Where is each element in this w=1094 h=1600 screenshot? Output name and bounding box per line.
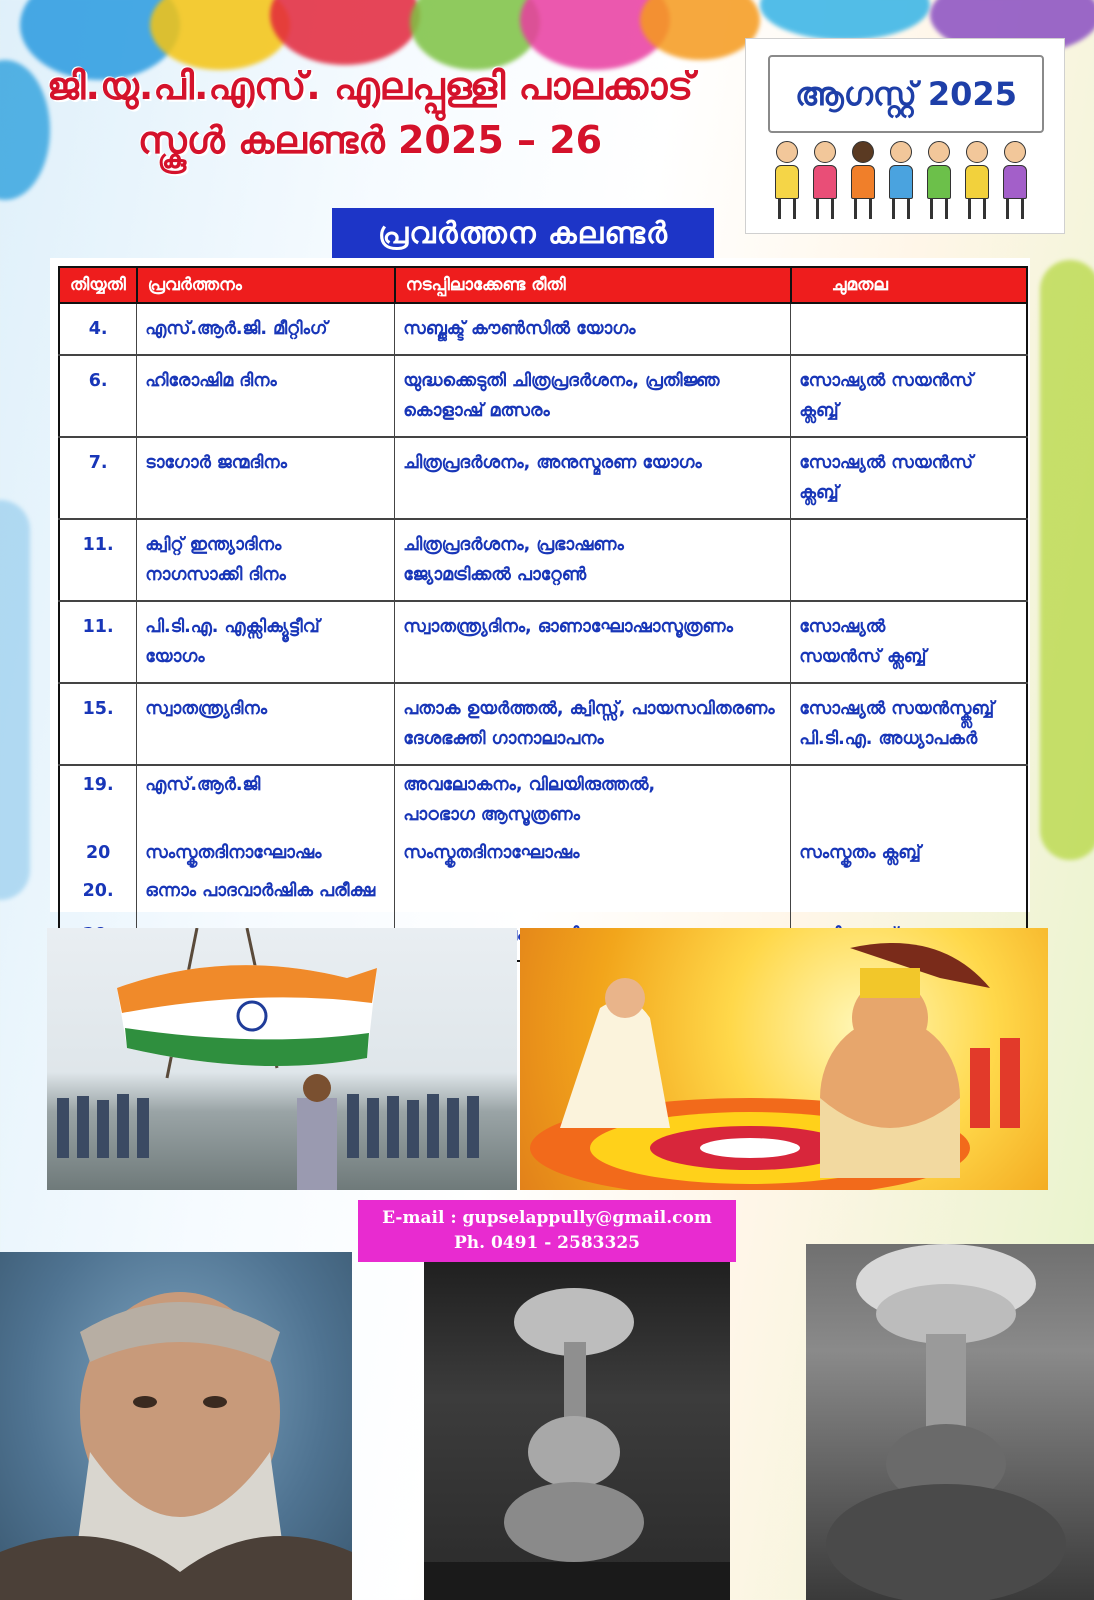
responsibility-line: സംസ്കൃതം ക്ലബ്ബ്: [799, 843, 921, 863]
contact-box: [358, 1200, 736, 1262]
method-cell: [395, 834, 791, 872]
responsibility-cell: [791, 355, 1027, 437]
method-cell: [395, 765, 791, 834]
method-line: സ്വാതന്ത്ര്യദിനം, ഓണാഘോഷാസൂത്രണം: [403, 617, 733, 637]
method-cell: [395, 683, 791, 765]
activity-cell: [137, 519, 395, 601]
date-cell: 20: [59, 834, 137, 872]
header-responsibility: ചുമതല: [791, 267, 1027, 303]
responsibility-cell: [791, 872, 1027, 910]
activity-line: സംസ്കൃതദിനാഘോഷം: [145, 843, 322, 863]
activity-line: എസ്.ആർ.ജി: [145, 775, 261, 795]
responsibility-line: സയൻസ് ക്ലബ്ബ്: [799, 647, 927, 667]
method-cell: [395, 601, 791, 683]
activity-cell: [137, 872, 395, 910]
activity-cell: [137, 437, 395, 519]
method-line: പതാക ഉയർത്തൽ, ക്വിസ്സ്, പായസവിതരണം: [403, 699, 775, 719]
onam-illustration: [520, 928, 1048, 1190]
school-name: ജി.യു.പി.എസ്. എലപ്പുള്ളി പാലക്കാട്: [46, 64, 694, 108]
independence-day-photo: [47, 928, 517, 1190]
responsibility-line: സോഷ്യൽ: [799, 617, 886, 637]
activity-line: നാഗസാക്കി ദിനം: [145, 565, 286, 585]
method-line: കൊളാഷ് മത്സരം: [403, 401, 550, 421]
activity-line: ക്വിറ്റ് ഇന്ത്യാദിനം: [145, 535, 282, 555]
responsibility-cell: [791, 765, 1027, 834]
month-banner: [768, 55, 1044, 133]
method-line: യുദ്ധക്കെടുതി ചിത്രപ്രദർശനം, പ്രതിജ്ഞ: [403, 371, 720, 391]
date-cell: 11.: [59, 601, 137, 683]
activity-cell: [137, 834, 395, 872]
header-activity: പ്രവർത്തനം: [137, 267, 395, 303]
activity-cell: [137, 765, 395, 834]
date-cell: 6.: [59, 355, 137, 437]
table-row: [59, 765, 1027, 834]
method-line: ജ്യോമട്രിക്കൽ പാറ്റേൺ: [403, 565, 587, 585]
activity-cell: [137, 601, 395, 683]
activity-line: ഒന്നാം പാദവാർഷിക പരീക്ഷ: [145, 881, 376, 901]
method-line: സംസ്കൃതദിനാഘോഷം: [403, 843, 580, 863]
date-cell: 15.: [59, 683, 137, 765]
method-line: സബ്ജക്ട് കൗൺസിൽ യോഗം: [403, 319, 636, 339]
table-row: [59, 872, 1027, 910]
responsibility-line: പി.ടി.എ. അധ്യാപകർ: [799, 729, 978, 749]
method-cell: [395, 519, 791, 601]
section-title: പ്രവർത്തന കലണ്ടർ: [332, 208, 714, 258]
activity-cell: [137, 683, 395, 765]
date-cell: 19.: [59, 765, 137, 834]
activity-line: സ്വാതന്ത്ര്യദിനം: [145, 699, 268, 719]
calendar-title: സ്കൂൾ കലണ്ടർ 2025 – 26: [137, 118, 603, 162]
method-cell: [395, 872, 791, 910]
activity-line: ടാഗോർ ജന്മദിനം: [145, 453, 287, 473]
activity-line: യോഗം: [145, 647, 205, 667]
activity-table-panel: [50, 258, 1030, 912]
responsibility-cell: [791, 303, 1027, 355]
contact-phone: Ph. 0491 - 2583325: [454, 1233, 640, 1253]
method-cell: [395, 303, 791, 355]
table-row: [59, 601, 1027, 683]
activity-line: എസ്.ആർ.ജി. മീറ്റിംഗ്: [145, 319, 328, 339]
responsibility-line: സോഷ്യൽ സയൻസ്ക്ലബ്ബ്: [799, 699, 995, 719]
activity-line: ഹിരോഷിമ ദിനം: [145, 371, 277, 391]
method-line: അവലോകനം, വിലയിരുത്തൽ,: [403, 775, 656, 795]
responsibility-cell: [791, 834, 1027, 872]
responsibility-cell: [791, 437, 1027, 519]
responsibility-cell: [791, 519, 1027, 601]
table-header-row: [59, 267, 1027, 303]
activity-cell: [137, 303, 395, 355]
date-cell: 11.: [59, 519, 137, 601]
responsibility-line: സോഷ്യൽ സയൻസ് ക്ലബ്ബ്: [799, 453, 974, 503]
method-line: ദേശഭക്തി ഗാനാലാപനം: [403, 729, 604, 749]
scientist-portrait: [0, 1252, 352, 1600]
table-row: [59, 303, 1027, 355]
date-cell: 7.: [59, 437, 137, 519]
header-date: തിയ്യതി: [59, 267, 137, 303]
responsibility-line: സോഷ്യൽ സയൻസ് ക്ലബ്ബ്: [799, 371, 974, 421]
activity-line: പി.ടി.എ. എക്സിക്യൂട്ടീവ്: [145, 617, 320, 637]
table-row: [59, 834, 1027, 872]
method-line: പാഠഭാഗ ആസൂത്രണം: [403, 805, 580, 825]
method-cell: [395, 437, 791, 519]
table-row: [59, 683, 1027, 765]
table-row: [59, 355, 1027, 437]
responsibility-cell: [791, 683, 1027, 765]
header-method: നടപ്പിലാക്കേണ്ട രീതി: [395, 267, 791, 303]
activity-table: [58, 266, 1028, 962]
table-row: [59, 437, 1027, 519]
month-label: ആഗസ്റ്റ് 2025: [795, 75, 1017, 113]
responsibility-cell: [791, 601, 1027, 683]
month-card: [745, 38, 1065, 234]
date-cell: 4.: [59, 303, 137, 355]
hiroshima-cloud-photo: [424, 1262, 730, 1600]
table-row: [59, 519, 1027, 601]
date-cell: 20.: [59, 872, 137, 910]
method-line: ചിത്രപ്രദർശനം, അനുസ്മരണ യോഗം: [403, 453, 702, 473]
activity-cell: [137, 355, 395, 437]
method-cell: [395, 355, 791, 437]
nagasaki-cloud-photo: [806, 1244, 1094, 1600]
contact-email: E-mail : gupselappully@gmail.com: [382, 1208, 712, 1228]
method-line: ചിത്രപ്രദർശനം, പ്രഭാഷണം: [403, 535, 624, 555]
